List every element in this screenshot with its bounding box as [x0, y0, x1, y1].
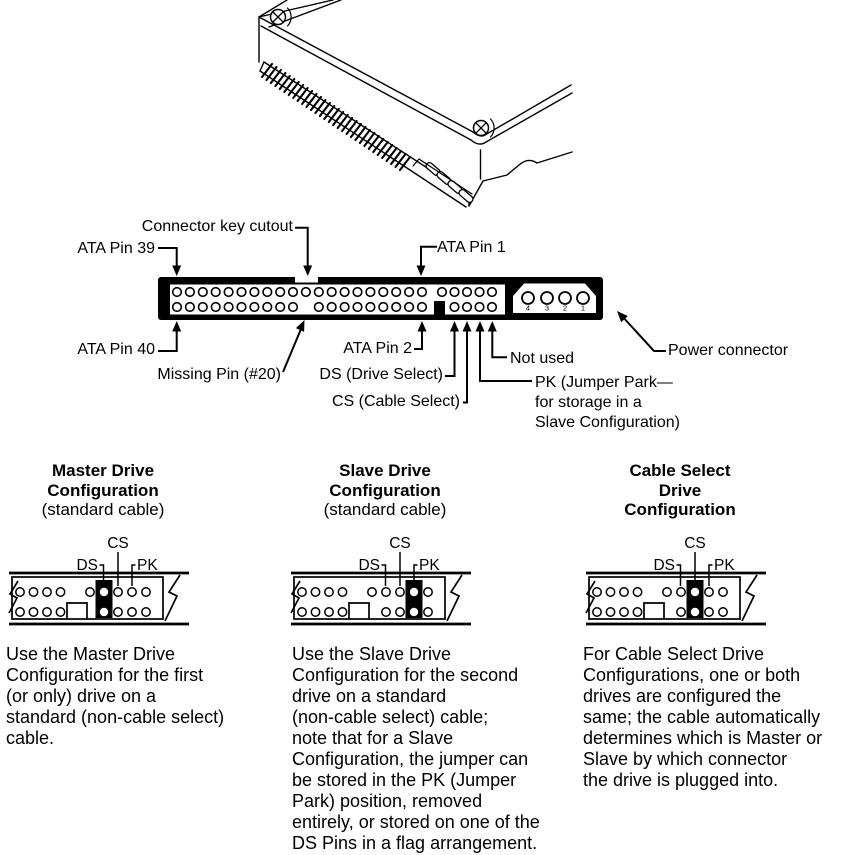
master-config-title: [8, 461, 198, 520]
jumper-label-cs: CS: [389, 535, 411, 552]
label-power-connector: Power connector: [668, 342, 789, 359]
title-line: Cable Select: [629, 461, 731, 480]
key-cutout: [295, 277, 318, 283]
slave-config-title: [290, 461, 480, 520]
para-line: same; the cable automatically: [583, 707, 821, 727]
power-pin-number: 1: [580, 303, 586, 313]
para-line: standard (non-cable select): [6, 707, 225, 727]
slave-config-diagram: [291, 535, 471, 624]
para-line: drive on a standard: [292, 686, 447, 706]
para-line: drives are configured the: [583, 686, 782, 706]
para-line: note that for a Slave: [292, 728, 454, 748]
label-ata-pin-2: ATA Pin 2: [343, 340, 412, 357]
jumper-label-ds: DS: [76, 557, 98, 574]
title-line: Master Drive: [51, 461, 155, 480]
para-line: Configuration for the first: [6, 665, 204, 685]
label-jumper-park: [535, 373, 680, 433]
para-line: (non-cable select) cable;: [292, 707, 489, 727]
jumper-label-pk: PK: [714, 557, 735, 574]
para-line: Configuration for the second: [292, 665, 519, 685]
jumper-label-ds: DS: [358, 557, 380, 574]
para-line: Slave by which connector: [583, 749, 788, 769]
master-config-description: [6, 644, 224, 749]
jumper-label-cs: CS: [684, 535, 706, 552]
screw-icon: [474, 119, 495, 137]
para-line: Configuration, the jumper can: [292, 749, 529, 769]
para-line: DS Pins in a flag arrangement.: [292, 833, 538, 853]
connector-notch: [434, 301, 445, 315]
power-pin-number: 2: [562, 303, 568, 313]
label-jumper-park-line3: Slave Configuration): [535, 414, 680, 431]
label-cable-select: CS (Cable Select): [331, 393, 460, 410]
jumper-label-pk: PK: [419, 557, 440, 574]
cable-select-config-diagram: [586, 535, 766, 624]
title-line: Configuration: [329, 480, 441, 500]
ata-pins-3d: [262, 64, 410, 170]
title-line: Drive: [658, 480, 702, 500]
jumper-label-cs: CS: [107, 535, 129, 552]
label-missing-pin: Missing Pin (#20): [157, 366, 281, 383]
title-line: Slave Drive: [339, 461, 431, 480]
power-pin-number: 3: [544, 303, 550, 313]
para-line: Configurations, one or both: [583, 665, 801, 685]
master-config-diagram: [9, 535, 189, 624]
power-pin-number: 4: [525, 303, 531, 313]
title-subtitle: (standard cable): [323, 500, 447, 519]
cable-select-config-description: [583, 644, 822, 791]
para-line: Use the Master Drive: [6, 644, 176, 664]
para-line: the drive is plugged into.: [583, 770, 779, 790]
label-ata-pin-1: ATA Pin 1: [437, 239, 506, 256]
label-ata-pin-39: ATA Pin 39: [77, 240, 155, 257]
jumper-label-pk: PK: [137, 557, 158, 574]
cable-select-config-title: [585, 461, 775, 520]
title-subtitle: (standard cable): [41, 500, 165, 519]
label-drive-select: DS (Drive Select): [319, 366, 443, 383]
para-line: entirely, or stored on one of the: [292, 812, 540, 832]
label-jumper-park-line1: PK (Jumper Park—: [535, 374, 673, 391]
para-line: Park) position, removed: [292, 791, 483, 811]
jumper-label-ds: DS: [653, 557, 675, 574]
label-connector-key-cutout: Connector key cutout: [141, 218, 293, 235]
label-not-used: Not used: [510, 350, 575, 367]
para-line: cable.: [6, 728, 55, 748]
label-ata-pin-40: ATA Pin 40: [77, 341, 155, 358]
title-line: Configuration: [624, 500, 736, 519]
para-line: For Cable Select Drive: [583, 644, 765, 664]
para-line: Use the Slave Drive: [292, 644, 452, 664]
label-jumper-park-line2: for storage in a: [535, 394, 642, 411]
para-line: (or only) drive on a: [6, 686, 157, 706]
title-line: Configuration: [47, 480, 159, 500]
slave-config-description: [292, 644, 540, 854]
para-line: determines which is Master or: [583, 728, 823, 748]
drive-3d-illustration: [259, 0, 572, 207]
para-line: be stored in the PK (Jumper: [292, 770, 517, 790]
